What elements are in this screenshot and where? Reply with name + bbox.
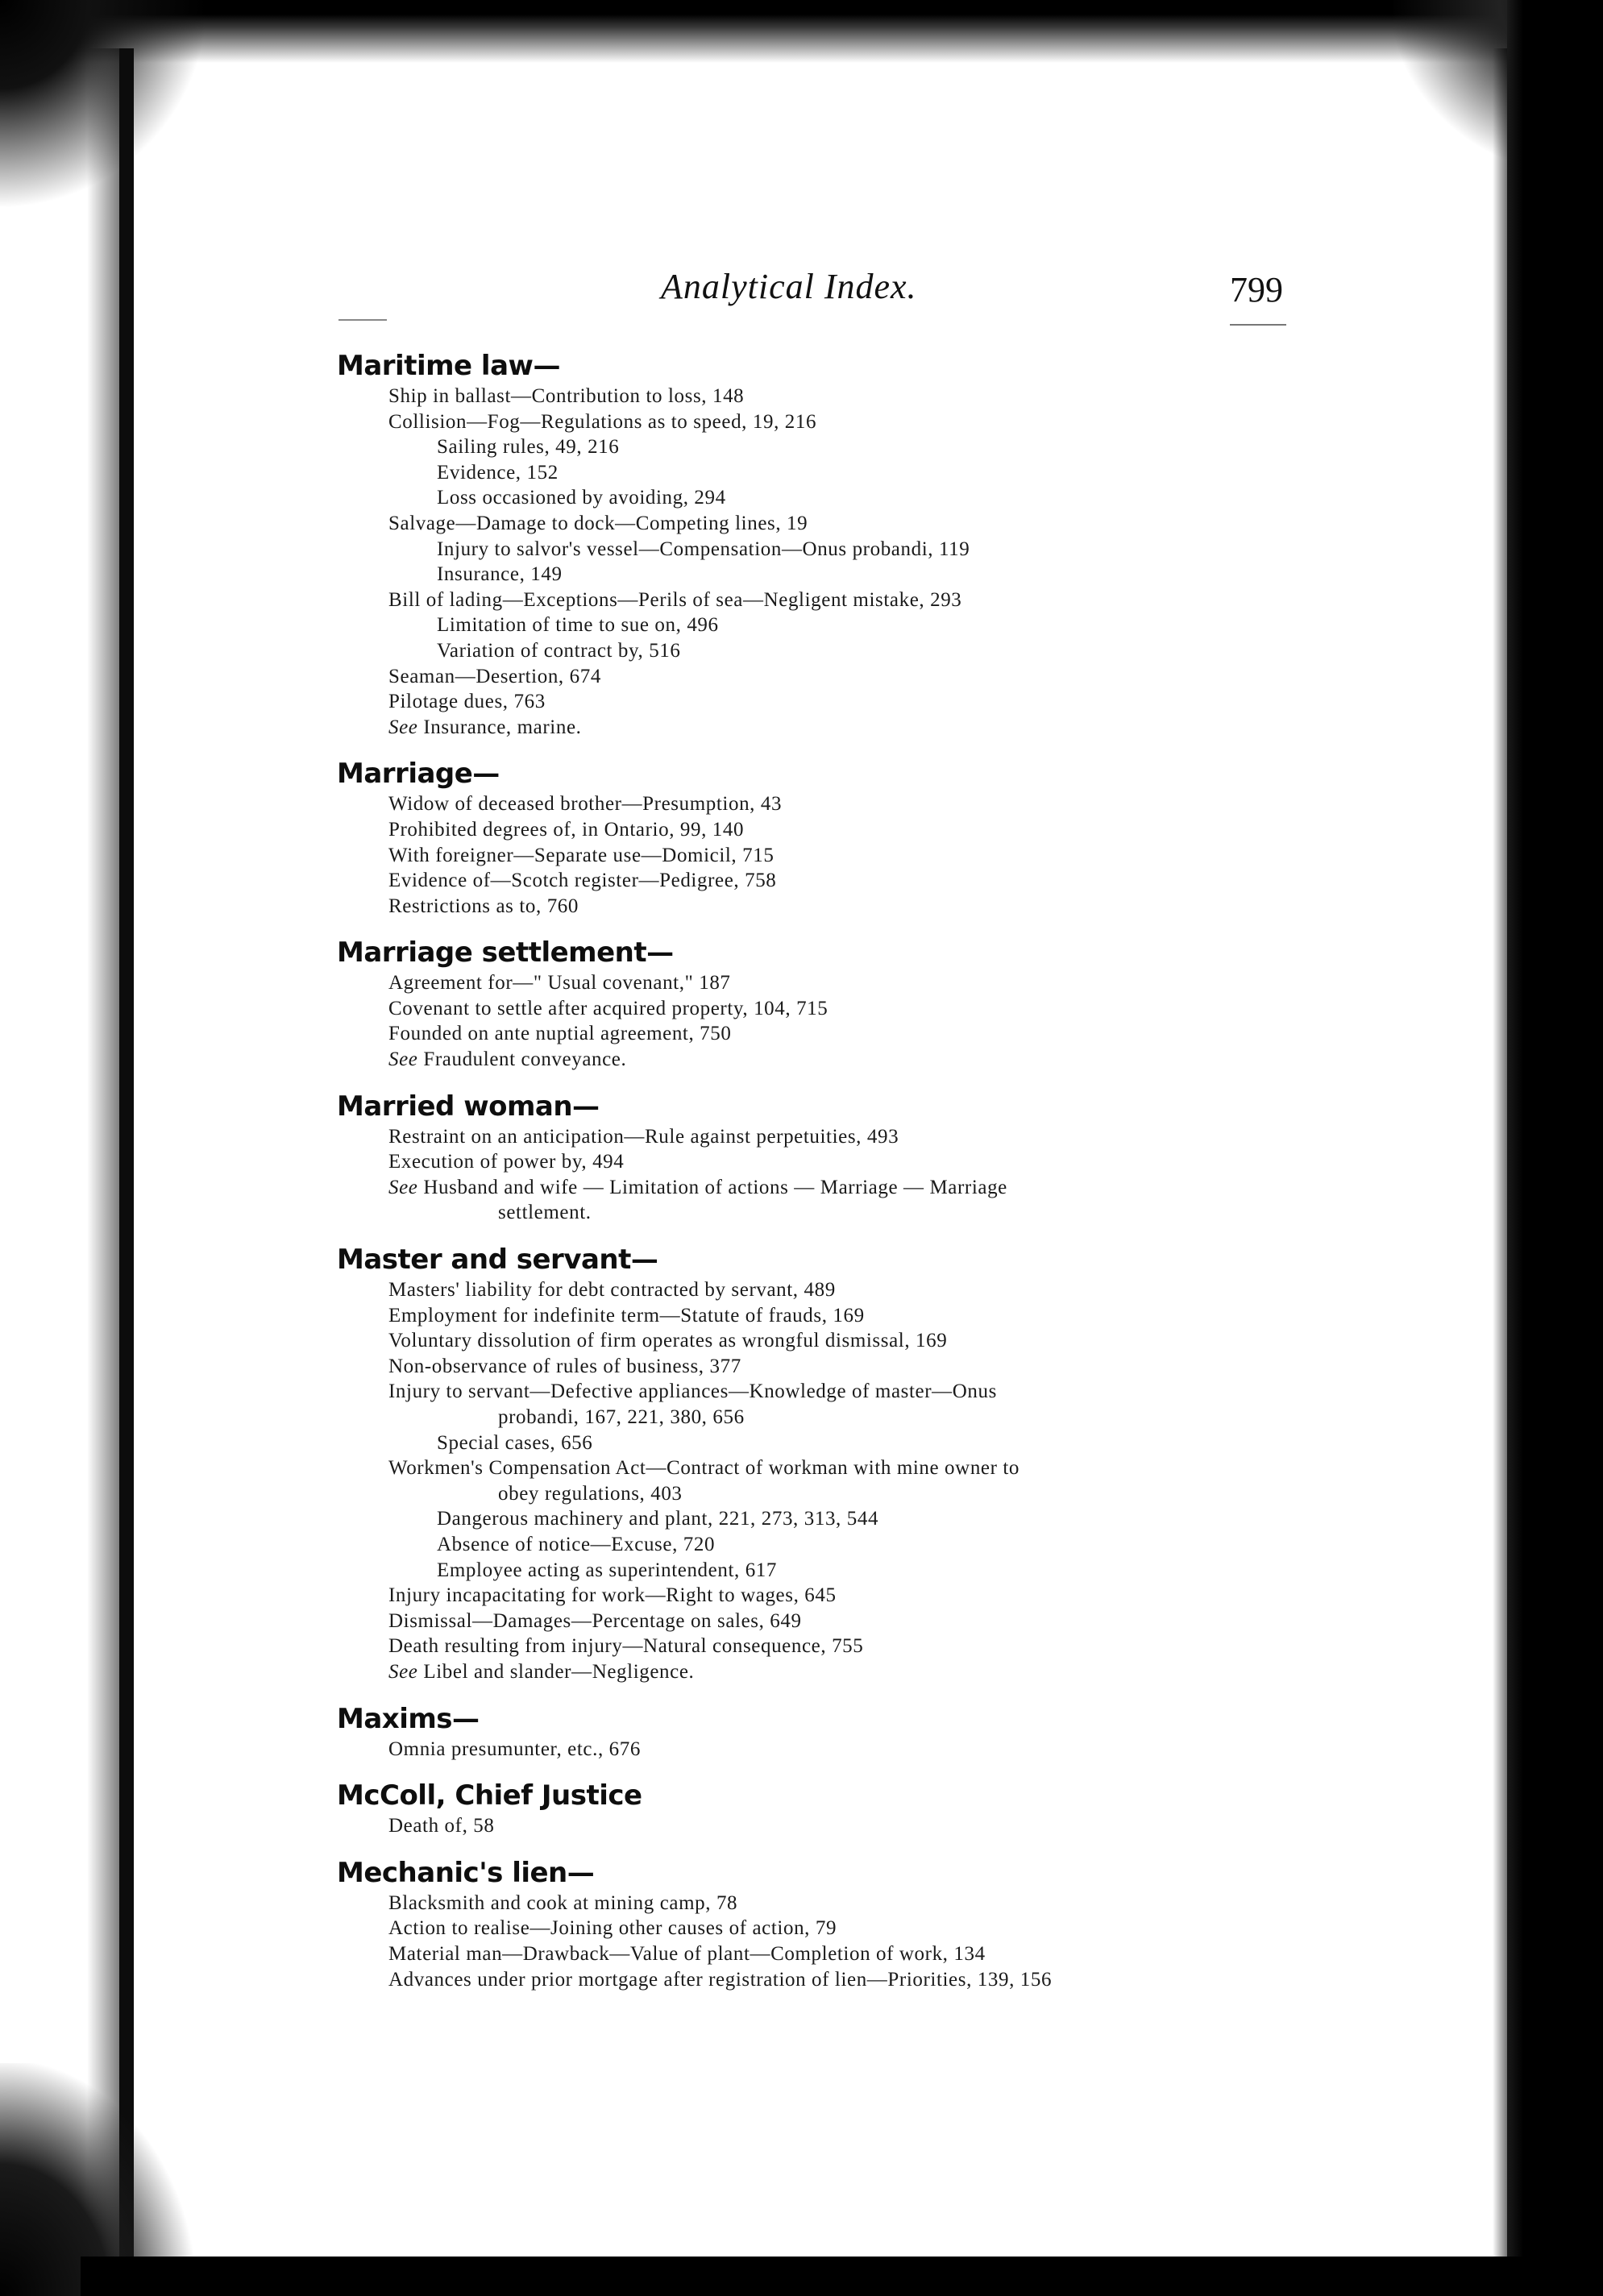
subentry-text: Action to realise—Joining other causes of action, 79 [388,1917,837,1940]
index-entry [337,1855,1304,1992]
entry-heading: Maritime law— [337,350,560,382]
continuation-text: settlement. [498,1202,592,1224]
subentry-text: Execution of power by, 494 [388,1151,625,1173]
index-subentry [388,817,1304,843]
index-subentry [388,1277,1304,1303]
index-entry [337,1778,1304,1839]
header-rule-left [338,319,387,321]
subentry-text: Injury to servant—Defective appliances—Knowledge of master—Onus [388,1381,997,1403]
index-subentry [388,1455,1304,1481]
index-entry [337,1701,1304,1762]
subentry-text: Variation of contract by, 516 [437,639,681,662]
subentry-text: Injury to salvor's vessel—Compensation—Onus probandi, 119 [437,538,970,560]
subentry-text: Loss occasioned by avoiding, 294 [437,487,726,509]
index-subentry [437,1558,1304,1584]
index-subentry [388,1609,1304,1634]
subentry-text: Insurance, marine. [423,716,582,738]
index-subentry [437,1430,1304,1456]
subentry-text: Founded on ante nuptial agreement, 750 [388,1023,732,1045]
subentry-continuation [388,1481,1304,1507]
subentry-text: Non-observance of rules of business, 377 [388,1355,741,1377]
entry-subitems [388,1737,1304,1762]
index-subentry [388,1021,1304,1047]
subentry-text: Dangerous machinery and plant, 221, 273, 313, 544 [437,1508,879,1530]
entry-subitems [388,384,1304,740]
cross-reference [388,715,1304,741]
entry-heading: McColl, Chief Justice [337,1779,642,1812]
subentry-text: Collision—Fog—Regulations as to speed, 19, 216 [388,410,817,433]
index-subentry [388,996,1304,1022]
subentry-text: Seaman—Desertion, 674 [388,665,601,687]
cross-reference [388,1047,1304,1073]
entry-subitems [388,1124,1304,1226]
index-body [337,348,1304,2008]
index-subentry [437,562,1304,587]
index-subentry [388,1583,1304,1609]
subentry-text: Limitation of time to sue on, 496 [437,614,719,637]
index-entry [337,1089,1304,1226]
subentry-text: Blacksmith and cook at mining camp, 78 [388,1891,738,1914]
index-subentry [388,791,1304,817]
index-subentry [388,1813,1304,1839]
scan-edge-left [119,48,134,2273]
subentry-text: Voluntary dissolution of firm operates as wrongful dismissal, 169 [388,1330,948,1352]
index-subentry [388,1303,1304,1329]
continuation-text: obey regulations, 403 [498,1482,683,1505]
index-subentry [388,1149,1304,1175]
index-entry [337,348,1304,740]
entry-subitems [388,1891,1304,1992]
index-subentry [388,664,1304,690]
subentry-text: Restrictions as to, 760 [388,895,579,917]
subentry-text: Employment for indefinite term—Statute of frauds, 169 [388,1304,865,1327]
subentry-text: Ship in ballast—Contribution to loss, 148 [388,385,745,407]
subentry-text: Bill of lading—Exceptions—Perils of sea—Negligent mistake, 293 [388,588,962,611]
subentry-text: Death resulting from injury—Natural consequence, 755 [388,1635,864,1658]
header-rule-right [1230,324,1286,326]
see-label: See [388,716,418,738]
index-subentry [437,537,1304,563]
entry-heading: Master and servant— [337,1243,658,1277]
subentry-text: Fraudulent conveyance. [423,1048,627,1071]
entry-heading: Mechanic's lien— [337,1856,595,1889]
entry-heading: Married woman— [337,1090,600,1123]
entry-heading: Maxims— [337,1702,480,1735]
see-label: See [388,1660,418,1683]
index-subentry [437,460,1304,486]
index-subentry [388,1379,1304,1405]
entry-subitems [388,791,1304,919]
index-subentry [388,384,1304,409]
index-subentry [388,894,1304,920]
index-subentry [388,970,1304,996]
entry-heading: Marriage settlement— [337,936,674,969]
index-subentry [388,1328,1304,1354]
index-subentry [437,1532,1304,1558]
scan-edge-left-shadow [87,48,123,2273]
scan-edge-top [0,0,1603,64]
index-subentry [388,1891,1304,1916]
index-subentry [437,638,1304,664]
index-subentry [388,1634,1304,1659]
subentry-text: Salvage—Damage to dock—Competing lines, 19 [388,512,808,534]
index-entry [337,935,1304,1072]
scan-edge-right-shadow [1493,48,1509,2289]
subentry-text: Sailing rules, 49, 216 [437,436,620,459]
subentry-continuation [388,1200,1304,1226]
index-subentry [388,1916,1304,1941]
index-subentry [388,868,1304,894]
continuation-text: probandi, 167, 221, 380, 656 [498,1406,745,1428]
subentry-text: Injury incapacitating for work—Right to wages, 645 [388,1584,837,1607]
see-label: See [388,1176,418,1198]
index-subentry [388,1124,1304,1150]
index-entry [337,756,1304,919]
cross-reference [388,1659,1304,1685]
subentry-continuation [388,1405,1304,1430]
index-entry [337,1242,1304,1685]
index-subentry [388,1354,1304,1380]
subentry-text: Insurance, 149 [437,563,563,586]
subentry-text: Masters' liability for debt contracted by servant, 489 [388,1279,836,1302]
entry-subitems [388,970,1304,1072]
subentry-text: With foreigner—Separate use—Domicil, 715 [388,844,775,866]
subentry-text: Prohibited degrees of, in Ontario, 99, 140 [388,818,745,841]
scan-edge-bottom [81,2257,1603,2296]
entry-subitems [388,1813,1304,1839]
subentry-text: Evidence, 152 [437,461,559,484]
subentry-text: Husband and wife — Limitation of actions — Marriage — Marriage [423,1176,1007,1198]
subentry-text: Advances under prior mortgage after registration of lien—Priorities, 139, 156 [388,1968,1053,1991]
index-subentry [388,689,1304,715]
see-label: See [388,1048,418,1071]
scan-edge-right [1507,0,1603,2296]
subentry-text: Covenant to settle after acquired property, 104, 715 [388,997,828,1019]
index-subentry [388,1967,1304,1993]
subentry-text: Widow of deceased brother—Presumption, 43 [388,793,783,816]
subentry-text: Agreement for—" Usual covenant," 187 [388,972,731,994]
subentry-text: Workmen's Compensation Act—Contract of workman with mine owner to [388,1457,1020,1480]
index-subentry [437,1506,1304,1532]
index-subentry [388,409,1304,435]
subentry-text: Death of, 58 [388,1815,495,1837]
subentry-text: Libel and slander—Negligence. [423,1660,695,1683]
subentry-text: Special cases, 656 [437,1431,593,1454]
cross-reference [388,1175,1304,1201]
subentry-text: Material man—Drawback—Value of plant—Completion of work, 134 [388,1942,986,1965]
page-number: 799 [1230,270,1283,309]
index-subentry [437,485,1304,511]
running-title: Analytical Index. [661,267,917,306]
subentry-text: Pilotage dues, 763 [388,691,546,713]
index-subentry [388,511,1304,537]
index-subentry [388,1941,1304,1967]
subentry-text: Employee acting as superintendent, 617 [437,1559,777,1581]
index-subentry [388,1737,1304,1762]
index-subentry [388,843,1304,869]
entry-heading: Marriage— [337,758,500,791]
entry-subitems [388,1277,1304,1685]
subentry-text: Dismissal—Damages—Percentage on sales, 649 [388,1609,802,1632]
index-subentry [437,612,1304,638]
subentry-text: Evidence of—Scotch register—Pedigree, 758 [388,870,777,892]
subentry-text: Restraint on an anticipation—Rule against perpetuities, 493 [388,1125,899,1148]
subentry-text: Absence of notice—Excuse, 720 [437,1533,716,1555]
index-subentry [388,587,1304,613]
index-subentry [437,434,1304,460]
subentry-text: Omnia presumunter, etc., 676 [388,1738,641,1760]
